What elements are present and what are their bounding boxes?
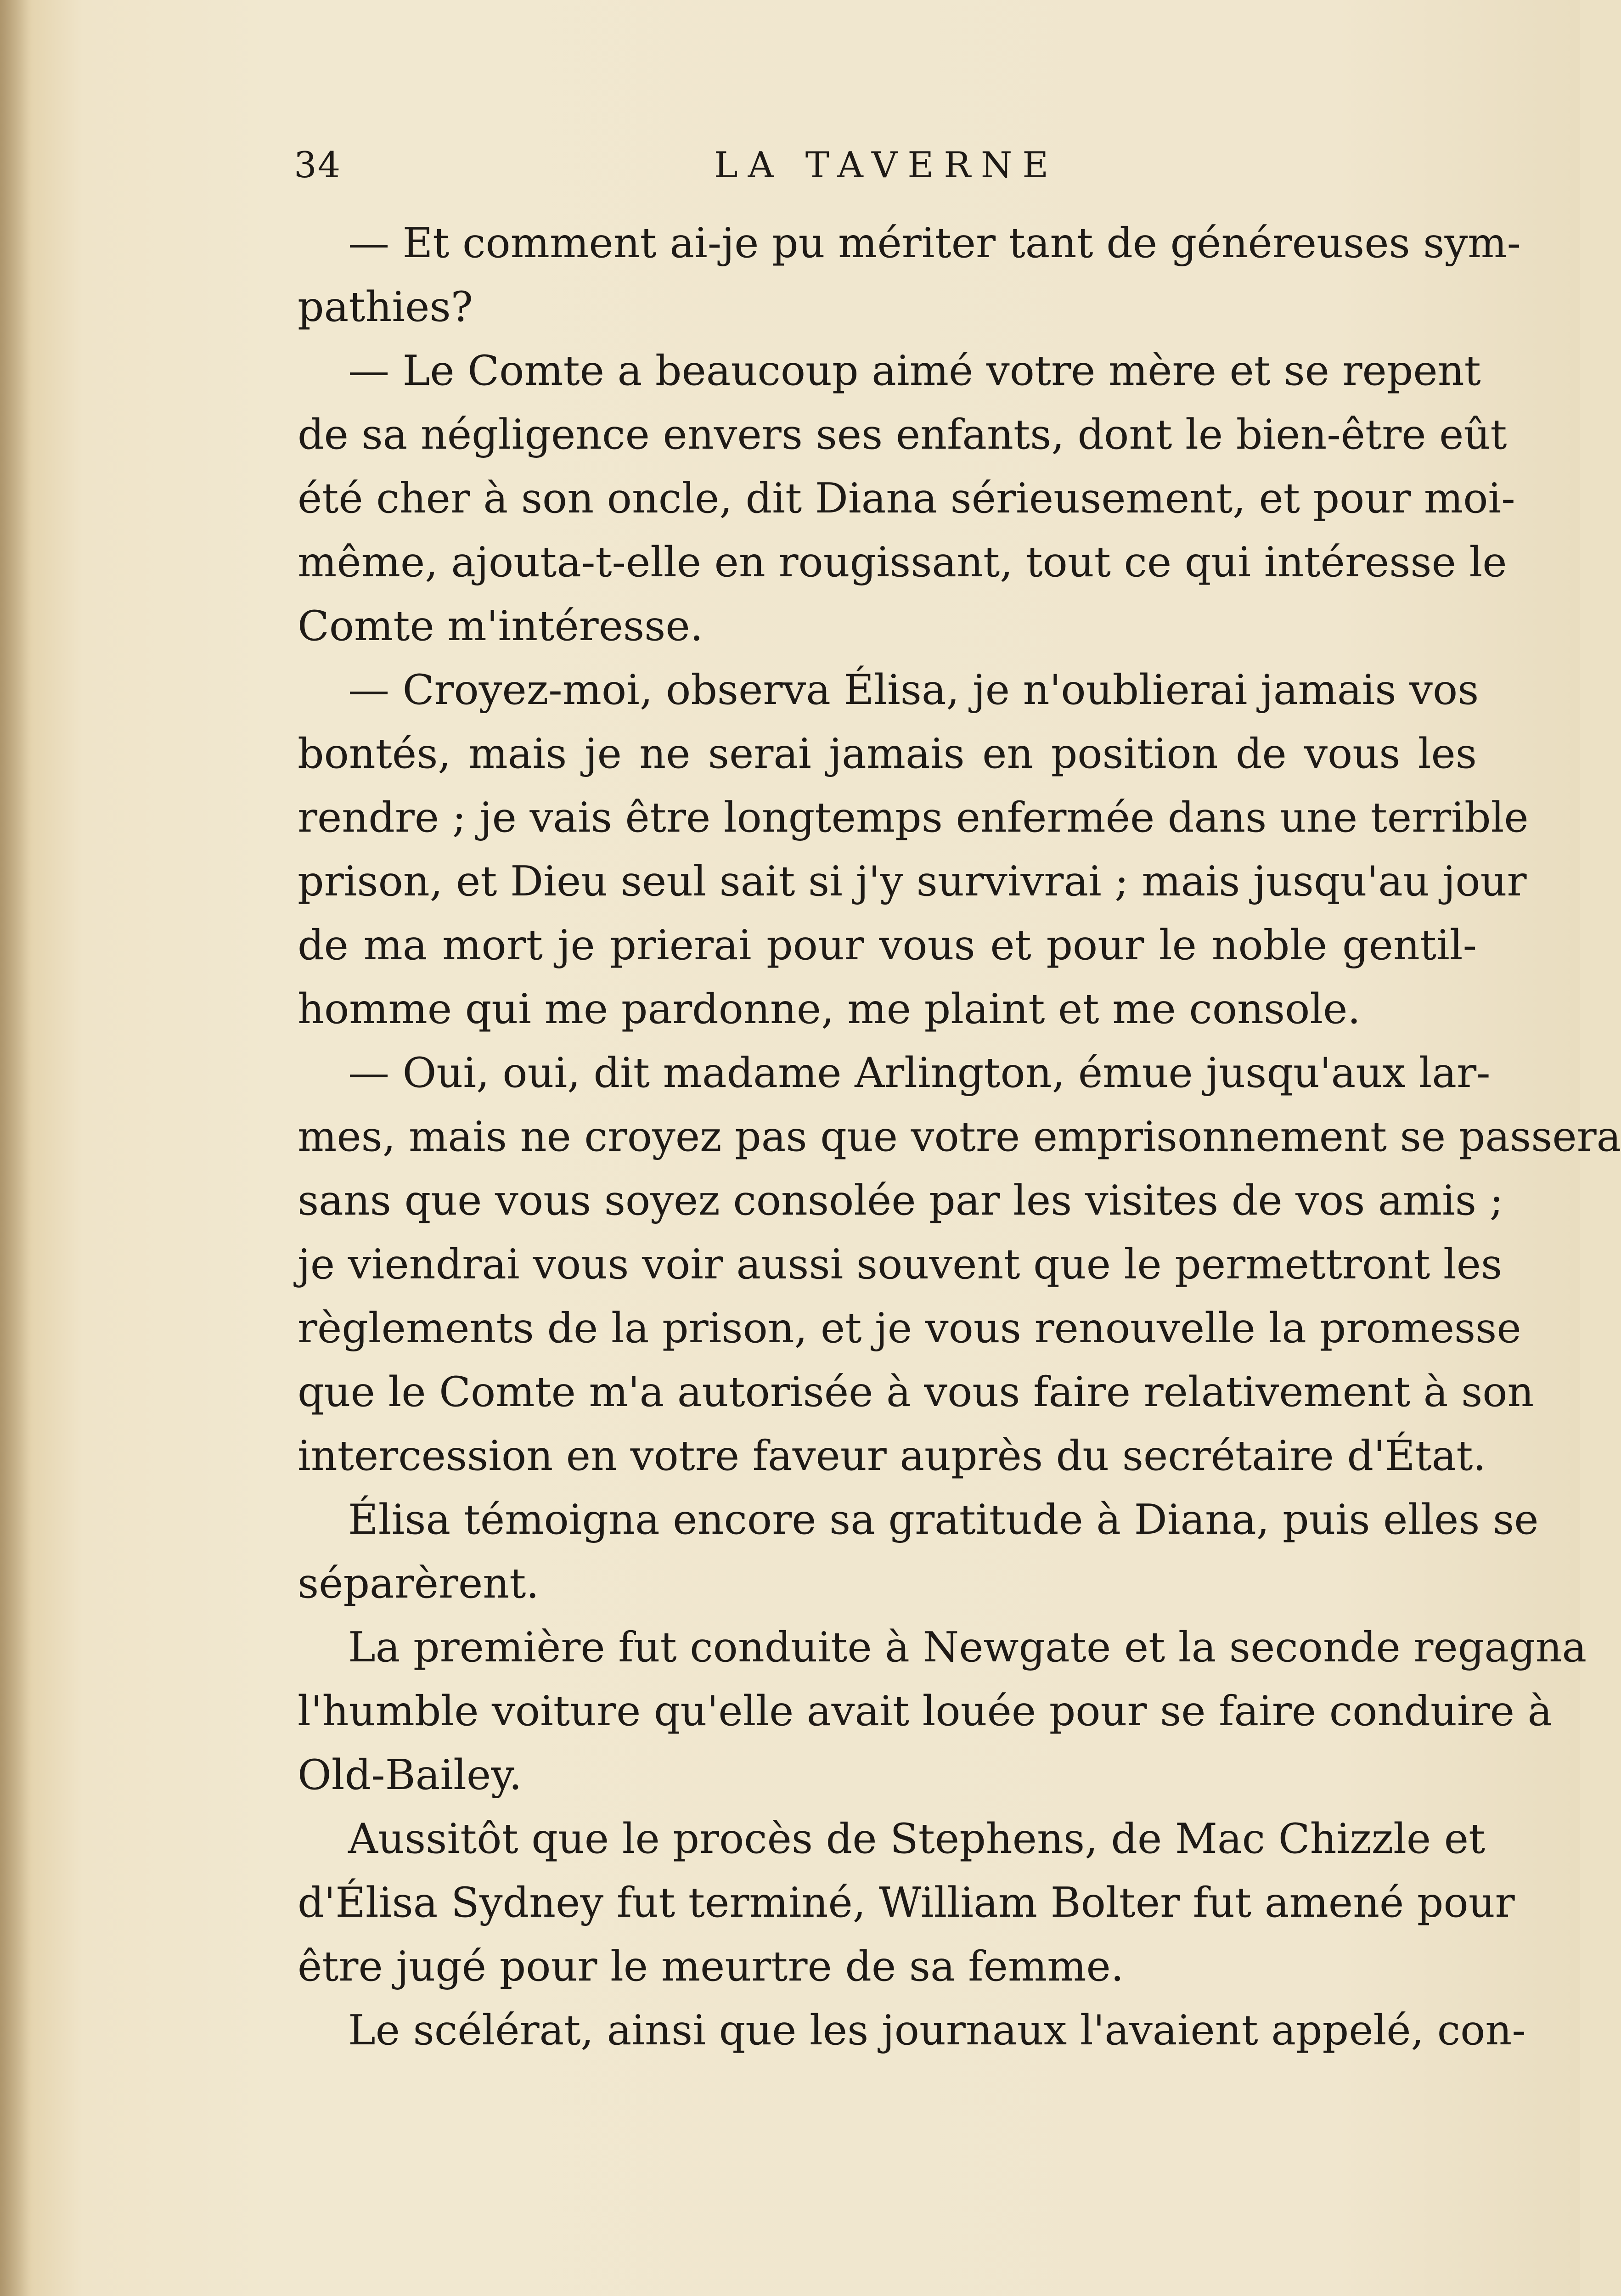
body-text (298, 211, 1621, 2062)
text-line: — Croyez-moi, observa Élisa, je n'oublierai jamais vos (348, 666, 1479, 714)
text-line: été cher à son oncle, dit Diana sérieusement, et pour moi- (298, 474, 1515, 523)
text-line: — Le Comte a beaucoup aimé votre mère et se repent (348, 347, 1481, 395)
text-line: mes, mais ne croyez pas que votre emprisonnement se passera (298, 1113, 1621, 1161)
text-line: bontés, mais je ne serai jamais en position de vous les (298, 730, 1477, 778)
page-header (294, 138, 1479, 193)
text-line: séparèrent. (298, 1559, 540, 1608)
text-line: d'Élisa Sydney fut terminé, William Bolter fut amené pour (298, 1879, 1515, 1927)
text-line: de sa négligence envers ses enfants, dont le bien-être eût (298, 411, 1507, 459)
text-line: Élisa témoigna encore sa gratitude à Diana, puis elles se (348, 1496, 1539, 1544)
text-line: homme qui me pardonne, me plaint et me console. (298, 985, 1361, 1033)
text-line: Old-Bailey. (298, 1751, 522, 1799)
text-line: prison, et Dieu seul sait si j'y survivrai ; mais jusqu'au jour (298, 857, 1527, 906)
text-line: intercession en votre faveur auprès du secrétaire d'État. (298, 1432, 1486, 1480)
text-line: pathies? (298, 283, 473, 331)
text-line: règlements de la prison, et je vous renouvelle la promesse (298, 1304, 1521, 1352)
text-line: sans que vous soyez consolée par les visites de vos amis ; (298, 1176, 1503, 1225)
text-line: que le Comte m'a autorisée à vous faire relativement à son (298, 1368, 1534, 1416)
running-title: LA TAVERNE (714, 145, 1059, 186)
text-line: Le scélérat, ainsi que les journaux l'avaient appelé, con- (348, 2006, 1526, 2054)
text-line: Comte m'intéresse. (298, 602, 704, 650)
text-line: l'humble voiture qu'elle avait louée pour se faire conduire à (298, 1687, 1553, 1735)
text-line: de ma mort je prierai pour vous et pour le noble gentil- (298, 921, 1477, 969)
page-number: 34 (294, 145, 342, 186)
text-line: Aussitôt que le procès de Stephens, de Mac Chizzle et (348, 1815, 1486, 1863)
text-line: La première fut conduite à Newgate et la seconde regagna (348, 1623, 1587, 1671)
text-line: rendre ; je vais être longtemps enfermée dans une terrible (298, 793, 1529, 842)
text-line: être jugé pour le meurtre de sa femme. (298, 1942, 1124, 1991)
gutter-shadow (0, 0, 32, 2296)
text-line: — Oui, oui, dit madame Arlington, émue jusqu'aux lar- (348, 1049, 1491, 1097)
text-line: même, ajouta-t-elle en rougissant, tout ce qui intéresse le (298, 538, 1507, 586)
text-line: je viendrai vous voir aussi souvent que le permettront les (298, 1240, 1503, 1289)
text-line: — Et comment ai-je pu mériter tant de généreuses sym- (348, 219, 1521, 267)
